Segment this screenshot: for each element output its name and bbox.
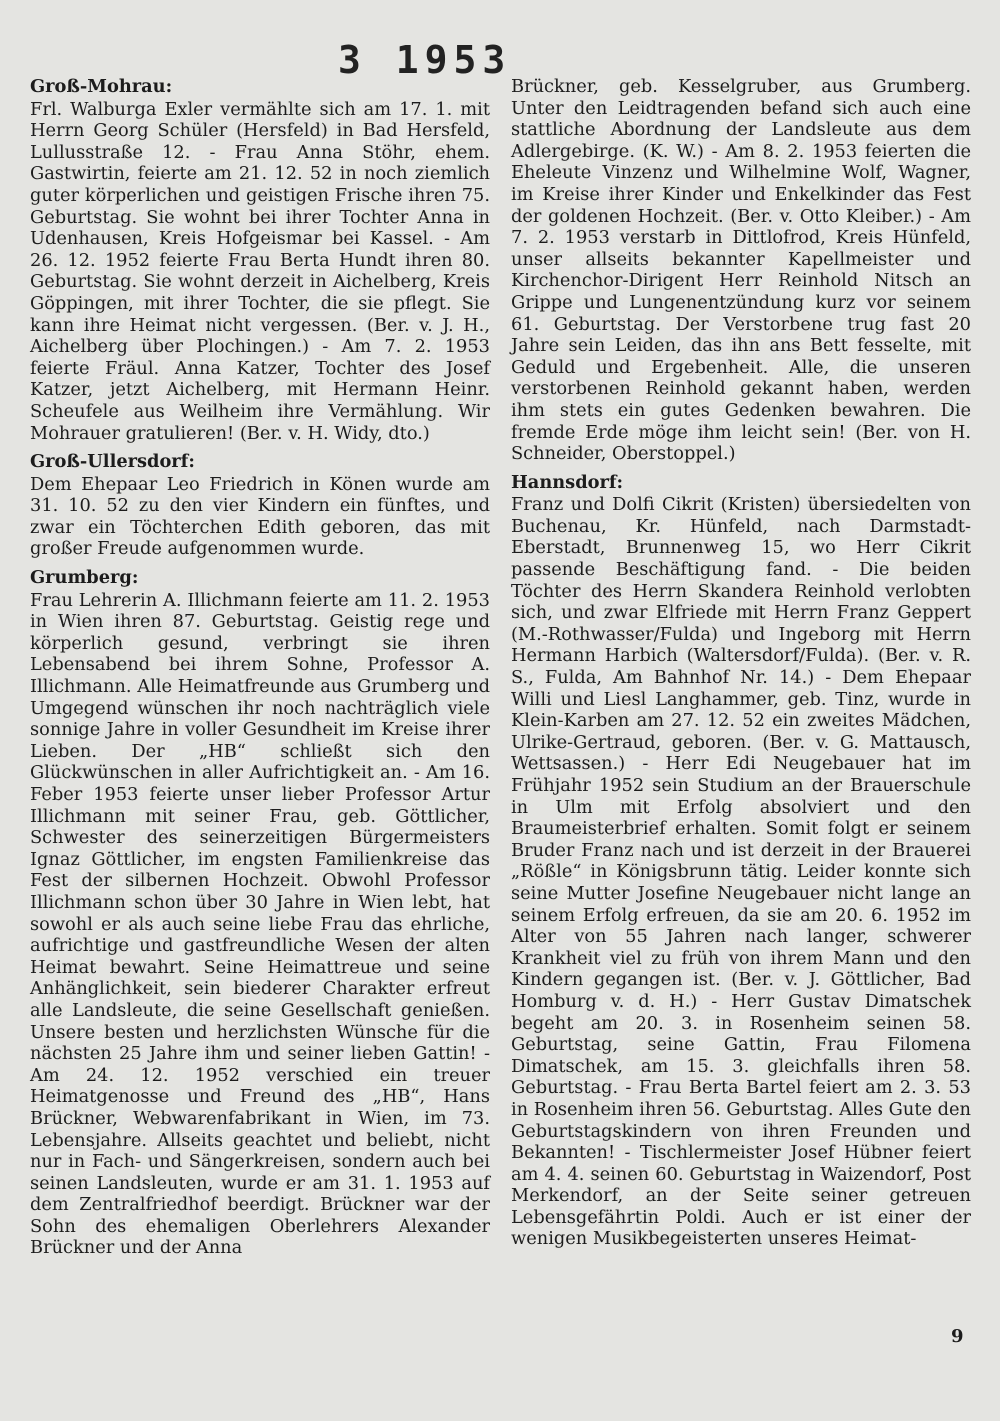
section-heading-gross-ullersdorf: Groß-Ullersdorf: xyxy=(30,451,195,473)
section-heading-hannsdorf: Hannsdorf: xyxy=(511,471,624,493)
right-column xyxy=(511,76,971,1250)
section-text-grumberg-continued: Brückner, geb. Kesselgruber, aus Grumberg. Unter den Leidtragenden befand sich auch eine stattliche Abordnung der Landsleute aus dem Adlergebirge. (K. W.) - Am 8. 2. 1953 feierten die Eheleute Vinzenz und Wilhelmine Wolf, Wagner, im Kreise ihrer Kinder und Enkelkinder das Fest der goldenen Hochzeit. (Ber. v. Otto Kleiber.) - Am 7. 2. 1953 verstarb in Dittlofrod, Kreis Hünfeld, unser allseits bekannter Kapellmeister und Kirchenchor-Dirigent Herr Reinhold Nitsch an Grippe und Lungenentzündung kurz vor seinem 61. Geburtstag. Der Verstorbene trug fast 20 Jahre sein Leiden, das ihn ans Bett fesselte, mit Geduld und Ergebenheit. Alle, die unseren verstorbenen Reinhold gekannt haben, werden ihm stets ein gutes Gedenken bewahren. Die fremde Erde möge ihm leicht sein! (Ber. von H. Schneider, Oberstoppel.) xyxy=(511,76,971,465)
section-heading-grumberg: Grumberg: xyxy=(30,567,139,589)
date-stamp: 3 1953 xyxy=(338,38,512,82)
page-number: 9 xyxy=(951,1326,964,1347)
left-column xyxy=(30,76,490,1259)
section-text-hannsdorf: Franz und Dolfi Cikrit (Kristen) übersiedelten von Buchenau, Kr. Hünfeld, nach Darmstadt-Eberstadt, Brunnenweg 15, wo Herr Cikrit passende Beschäftigung fand. - Die beiden Töchter des Herrn Skandera Reinhold verlobten sich, und zwar Elfriede mit Herrn Franz Geppert (M.-Rothwasser/Fulda) und Ingeborg mit Herrn Hermann Harbich (Waltersdorf/Fulda). (Ber. v. R. S., Fulda, Am Bahnhof Nr. 14.) - Dem Ehepaar Willi und Liesl Langhammer, geb. Tinz, wurde in Klein-Karben am 27. 12. 52 ein zweites Mädchen, Ulrike-Gertraud, geboren. (Ber. v. G. Mattausch, Wettsassen.) - Herr Edi Neugebauer hat im Frühjahr 1952 sein Studium an der Brauerschule in Ulm mit Erfolg absolviert und den Braumeisterbrief erhalten. Somit folgt er seinem Bruder Franz nach und ist derzeit in der Brauerei „Rößle“ in Königsbrunn tätig. Leider konnte sich seine Mutter Josefine Neugebauer nicht lange an seinem Erfolg erfreuen, da sie am 20. 6. 1952 im Alter von 55 Jahren nach langer, schwerer Krankheit viel zu früh von ihrem Mann und den Kindern gegangen ist. (Ber. v. J. Göttlicher, Bad Homburg v. d. H.) - Herr Gustav Dimatschek begeht am 20. 3. in Rosenheim seinen 58. Geburtstag, seine Gattin, Frau Filomena Dimatschek, am 15. 3. gleichfalls ihren 58. Geburtstag. - Frau Berta Bartel feiert am 2. 3. 53 in Rosenheim ihren 56. Geburtstag. Alles Gute den Geburtstagskindern von ihren Freunden und Bekannten! - Tischlermeister Josef Hübner feiert am 4. 4. seinen 60. Geburtstag in Waizendorf, Post Merkendorf, an der Seite seiner getreuen Lebensgefährtin Poldi. Auch er ist einer der wenigen Musikbegeisterten unseres Heimat- xyxy=(511,494,971,1250)
section-heading-gross-mohrau: Groß-Mohrau: xyxy=(30,76,173,97)
section-text-gross-ullersdorf: Dem Ehepaar Leo Friedrich in Könen wurde am 31. 10. 52 zu den vier Kindern ein fünftes, und zwar ein Töchterchen Edith geboren, das mit großer Freude aufgenommen wurde. xyxy=(30,473,490,560)
section-text-gross-mohrau: Frl. Walburga Exler vermählte sich am 17. 1. mit Herrn Georg Schüler (Hersfeld) in Bad Hersfeld, Lullusstraße 12. - Frau Anna Stöhr, ehem. Gastwirtin, feierte am 21. 12. 52 in noch ziemlich guter körperlichen und geistigen Frische ihren 75. Geburtstag. Sie wohnt bei ihrer Tochter Anna in Udenhausen, Kreis Hofgeismar bei Kassel. - Am 26. 12. 1952 feierte Frau Berta Hundt ihren 80. Geburtstag. Sie wohnt derzeit in Aichelberg, Kreis Göppingen, mit ihrer Tochter, die sie pflegt. Sie kann ihre Heimat nicht vergessen. (Ber. v. J. H., Aichelberg über Plochingen.) - Am 7. 2. 1953 feierte Fräul. Anna Katzer, Tochter des Josef Katzer, jetzt Aichelberg, mit Hermann Heinr. Scheufele aus Weilheim ihre Vermählung. Wir Mohrauer gratulieren! (Ber. v. H. Widy, dto.) xyxy=(30,98,490,444)
section-text-grumberg: Frau Lehrerin A. Illichmann feierte am 11. 2. 1953 in Wien ihren 87. Geburtstag. Geistig rege und körperlich gesund, verbringt sie ihren Lebensabend bei ihrem Sohne, Professor A. Illichmann. Alle Heimatfreunde aus Grumberg und Umgegend wünschen ihr noch nachträglich viele sonnige Jahre in voller Gesundheit im Kreise ihrer Lieben. Der „HB“ schließt sich den Glückwünschen in aller Aufrichtigkeit an. - Am 16. Feber 1953 feierte unser lieber Professor Artur Illichmann mit seiner Frau, geb. Göttlicher, Schwester des seinerzeitigen Bürgermeisters Ignaz Göttlicher, im engsten Familienkreise das Fest der silbernen Hochzeit. Obwohl Professor Illichmann schon über 30 Jahre in Wien lebt, hat sowohl er als auch seine liebe Frau das ehrliche, aufrichtige und gastfreundliche Wesen der alten Heimat bewahrt. Seine Heimattreue und seine Anhänglichkeit, sein biederer Charakter erfreut alle Landsleute, die seine Gesellschaft genießen. Unsere besten und herzlichsten Wünsche für die nächsten 25 Jahre ihm und seiner lieben Gattin! - Am 24. 12. 1952 verschied ein treuer Heimatgenosse und Freund des „HB“, Hans Brückner, Webwarenfabrikant in Wien, im 73. Lebensjahre. Allseits geachtet und beliebt, nicht nur in Fach- und Sängerkreisen, sondern auch bei seinen Landsleuten, wurde er am 31. 1. 1953 auf dem Zentralfriedhof beerdigt. Brückner war der Sohn des ehemaligen Oberlehrers Alexander Brückner und der Anna xyxy=(30,589,490,1259)
